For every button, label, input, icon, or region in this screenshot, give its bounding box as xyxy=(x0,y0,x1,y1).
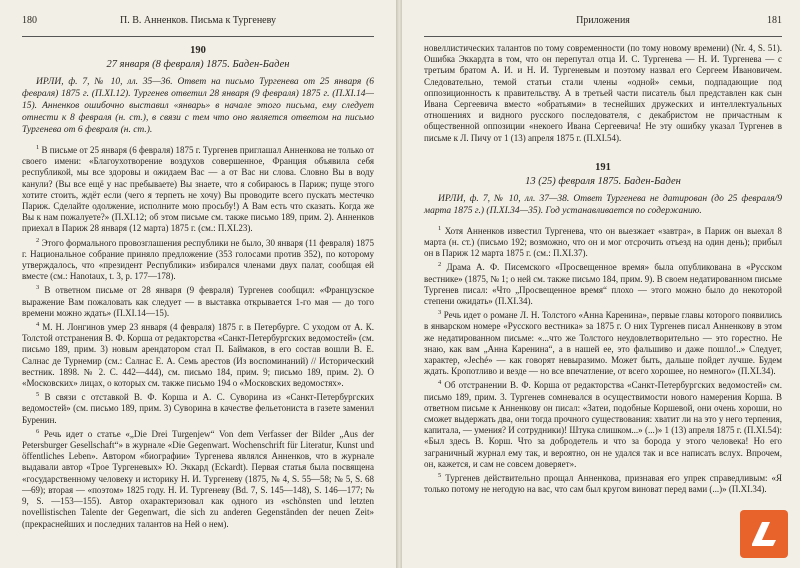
note-number: 1 xyxy=(438,224,442,232)
note-number: 3 xyxy=(438,309,442,317)
note-number: 4 xyxy=(36,321,40,329)
note-item xyxy=(424,377,782,470)
source-citation: ИРЛИ, ф. 7, № 10, лл. 35—36. Ответ на письмо Тургенева от 25 января (6 февраля) 1875 г. (П.XI.12). Тургенев ответил 28 января (9 февраля) 1875 г. (П.XI.14—15). Анненков ошибочно выставил «январь» в начале этого письма, ему следует отнести к 8 февраля (н. ст.), в связи с тем что оно является ответом на письмо Тургенева от 6 февраля (н. ст.). xyxy=(22,77,374,135)
note-number: 5 xyxy=(438,472,442,480)
note-number: 4 xyxy=(438,379,442,387)
note-text: Речь идет о статье «„Die Drei Turgenjew“ Von dem Verfasser der Bilder „Aus der Petersburger Gesellschaft“» в журнале «Die Gegenwart. Wochenschrift für Literatur, Kunst und öffentliches Leben». Автором «биографии» Тургенева являлся Анненков, что в журнале выдавали автор «Трое Тургеневых» Ю. Эккард (Eckardt). Первая статья была посвящена «государственному человеку и историку Н. И. Тургеневу (1875, № 4, S. 55—58; № 5, S. 68—69); вторая — «поэтом» 1825 году. Н. И. Тургеневу (Bd. 7, S. 145—148), S. 146—177; № 9, S. —153—155). Автор охарактеризовал как одного из «schönsten und letzten novellistischen Talente der Gegenwart, die sich zu anderen Gegenständen der neuen Zeit» (прекраснейших и последних талантов на Ней о нем). xyxy=(22,428,375,529)
left-page xyxy=(0,0,396,568)
right-running-header xyxy=(424,10,782,37)
note-text: М. Н. Лонгинов умер 23 января (4 февраля) 1875 г. в Петербурге. С уходом от А. К. Толстой отстранения В. Ф. Корша от редакторства «Санкт-Петербургских ведомостей» (см. письмо 189, прим. 3) новым арендатором стал П. Баймаков, в его состав вошли В. Е. Салнас де Турнемир (см.: Салнас Е. А. Семь арестов (Из воспоминаний) // Исторический вестник. 1898. № 2. С. 442—444), см. письмо 184, прим. 9; письмо 189, прим. 2). О «Московских» лицах, о которых см. также письмо 194 о «Московских ведомостях». xyxy=(22,322,375,389)
note-text: В связи с отставкой В. Ф. Корша и А. С. Суворина из «Санкт-Петербургских ведомостей» (см. письмо 189, прим. 3) Суворина в качестве фельетониста в газете заменил Буренин. xyxy=(22,392,375,425)
notes-list xyxy=(424,223,782,496)
note-text: Этого формального провозглашения республики не было, 30 января (11 февраля) 1875 г. Национальное собрание приняло предложение (353 голосами против 352), по которому утверждалось, что «президент Республики» избирался членами двух палат, сообщая ей вместе (см.: Hanotaux, t. 3, p. 177—178). xyxy=(22,237,375,282)
note-item xyxy=(22,389,374,426)
right-page-number: 181 xyxy=(767,15,782,26)
notes-list xyxy=(22,142,374,530)
source-citation: ИРЛИ, ф. 7, № 10, лл. 37—38. Ответ Тургенева не датирован (до 25 февраля/9 марта 1875 г.) (П.XI.34—35). Год устанавливается по содержанию. xyxy=(424,193,782,216)
note-item xyxy=(22,426,374,530)
left-running-head-title: П. В. Анненков. Письма к Тургеневу xyxy=(120,15,276,26)
publisher-logo xyxy=(740,510,788,558)
right-running-head-title: Приложения xyxy=(576,15,630,26)
note-item xyxy=(424,470,782,495)
note-text: Драма А. Ф. Писемского «Просвещенное время» была опубликована в «Русском вестнике» (1875, № 1; о ней см. также письмо 184, прим. 9). В своем недатированном письме Тургенев писал: «Что „Просвещенное время“ плохо — этого можно было до некоторой степени ожидать» (П.XI.34). xyxy=(424,262,782,307)
letter-number: 191 xyxy=(595,161,611,173)
note-item xyxy=(424,259,782,307)
note-number: 1 xyxy=(36,144,40,151)
note-number: 6 xyxy=(36,427,40,435)
note-text: В письме от 25 января (6 февраля) 1875 г. Тургенев приглашал Анненкова не только от своего имени: «Благоухотворение воздухов совершенное, Франция объявила себя республикой, мы все здоровы и ожидаем Вас — а от Вас ни слова. Словно Вы в воду канули? (Вы все ещё у нас пребываете) Вы знаете, что я собираюсь в Париж; пуще этого хотите стоить, ждёт если (чего я терпеть не хочу) Вы проводите всего пускать местечко Париж. Сделайте одолжение, исполните мою просьбу!) А Вам есть что сказать. Когда же Вы к нам пожалуете?» (П.XI.12; об этом письме см. также письмо 189, прим. 2). Анненков приехал в Париж 28 января (12 марта) 1875 г. (см.: П.XI.23). xyxy=(22,145,375,234)
note-number: 2 xyxy=(36,236,40,244)
note-text: В ответном письме от 28 января (9 февраля) Тургенев сообщил: «Французское выражение Вам пожаловать как следует — в выставка открывается 1-го мая — до того времени можно ждать» (П.XI.14—15). xyxy=(22,285,375,318)
note-item xyxy=(22,319,374,389)
note-item xyxy=(22,235,374,283)
letter-date: 13 (25) февраля 1875. Баден-Баден xyxy=(525,175,681,187)
note-text: Хотя Анненков известил Тургенева, что он выезжает «завтра», в Париж он выехал 8 марта (н. ст.) (письмо 192; возможно, что он и мог отсрочить отъезд на один день); прибыл он в Париж 12 марта 1875 г. (см.: П.XI.37). xyxy=(424,225,783,259)
note-number: 3 xyxy=(36,284,40,292)
note-text: Речь идет о романе Л. Н. Толстого «Анна Каренина», первые главы которого появились в январском номере «Русского вестника» за 1875 г. О них Тургенев писал Анненкову в этом же недатированном письме: «...что же Толстого неудовлетворительно — это горестно. Не знаю, как вам „Анна Каренина“, а в нашей ее, это фальшиво и даже пошло!..» Следует, характер, «Jeché» — как говорят невыразимо. Может быть, дальше пойдет лучше. Будем ждать. Кропотливо и везде — но все впечатление, от всего хорошее, но немного» (П.XI.34). xyxy=(424,310,783,377)
letter-date: 27 января (8 февраля) 1875. Баден-Баден xyxy=(106,59,290,70)
right-page xyxy=(402,0,800,568)
note-number: 5 xyxy=(36,391,40,399)
left-running-header xyxy=(22,10,374,37)
note-item xyxy=(22,142,374,235)
note-item xyxy=(424,223,782,260)
note-text: Об отстранении В. Ф. Корша от редакторства «Санкт-Петербургских ведомостей» см. письмо 189, прим. 3. Тургенев сомневался в осуществимости нового намерения Корша. В ответном письме к Анненкову он писал: «Затеи, подобные Коршевой, они очень хороши, но сможет выдержать два, они тогда прочного существования: хватит ли на это у него терпения, капитала, — умения? И сотрудники)! Штука слишком...» (...)» 1 (13) апреля 1875 г. (П.XI.54): «Был здесь В. Корш. Что за добродетель и что за борода у этого человека! Но его заграничный журнал ему так, и вероятно, он не удался так и все написать вслух. Впрочем, он, кажется, и сам не совсем доверяет». xyxy=(424,380,782,469)
note-item xyxy=(424,307,782,377)
note-number: 2 xyxy=(438,261,442,269)
letter-number: 190 xyxy=(190,45,206,56)
note-text: Тургенев действительно прощал Анненкова, признавая его упрек справедливым: «Я только потому не негодую на вас, что сам был кругом виноват перед вами (...)» (П.XI.34). xyxy=(424,473,783,495)
left-page-number: 180 xyxy=(22,15,37,26)
note-item xyxy=(22,282,374,319)
note-continuation: новеллистических талантов по тому современности (по тому новому времени) (Nr. 4, S. 51). Ошибка Эккардта в том, что он перепутал отца И. С. Тургенева — Н. И. Тургенева — с третьим братом А. И. и Н. И. Тургеневым и поэтому назвал его Сергеем Ивановичем. Следовательно, темой статьи стали члены «одной» семьи, подпадающие под оппозиционность к правительству. А в третьей части писатель был представлен как сын Ивана Сергеевича вместо «обратьями» в теснейших дружеских и интеллектуальных отношениях и видного русского последователя, с декабристом не причастным к общественной оппозиции «некоего Ивана Сергеевича! Не эту ошибку указал Тургенев в письме к Л. Пичу от 1 (13) апреля 1875 г. (П.XI.54). xyxy=(424,43,782,143)
